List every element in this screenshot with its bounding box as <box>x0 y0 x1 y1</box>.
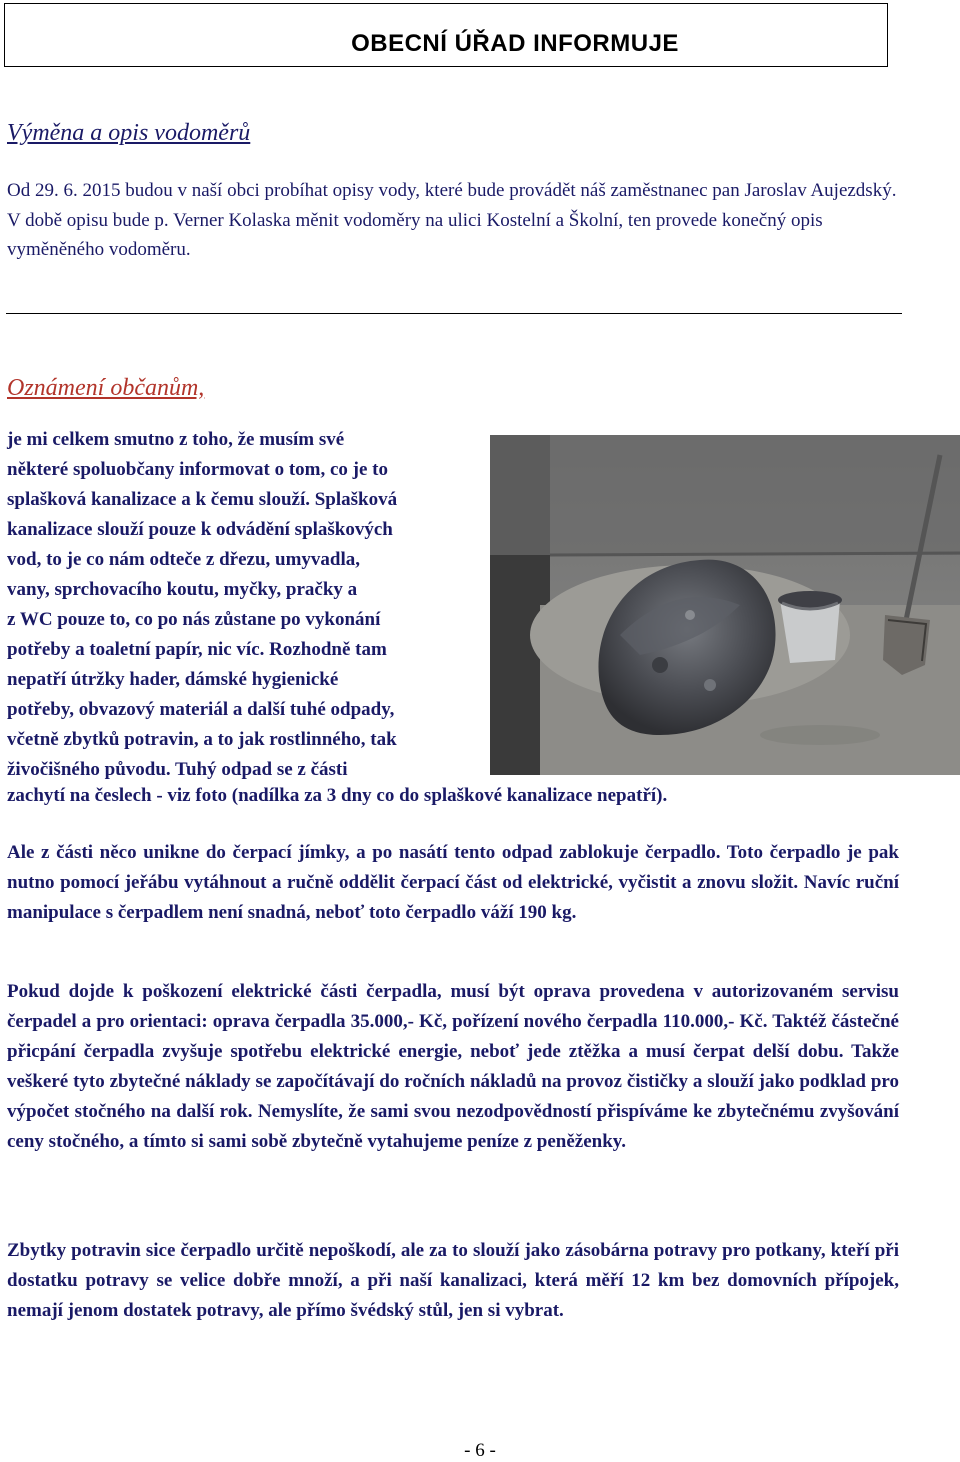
notice-paragraph-costs: Pokud dojde k poškození elektrické části čerpadla, musí být oprava provedena v autorizovaném servisu čerpadel a pro orientaci: oprava čerpadla 35.000,- Kč, pořízení nového čerpadla 110.000,- Kč. Taktéž částečné přicpání čerpadla zvyšuje spotřebu elektrické energie, neboť jede ztěžka a musí čerpat delší dobu. Takže veškeré tyto zbytečné náklady se započítávají do ročních nákladů na provoz čističky a slouží jako podklad pro výpočet stočného na další rok. Nemyslíte, že sami svou nezodpovědností přispíváme ke zbytečnému zvyšování ceny stočného, a tímto si sami sobě zbytečně vytahujeme peníze z peněženky. <box>7 981 899 1152</box>
text-line: vany, sprchovacího koutu, myčky, pračky a <box>7 579 358 600</box>
text-line: z WC pouze to, co po nás zůstane po vykonání <box>7 609 381 630</box>
page-header-title: OBECNÍ ÚŘAD INFORMUJE <box>351 30 679 57</box>
text-line: některé spoluobčany informovat o tom, co je to <box>7 459 389 480</box>
sewage-waste-photo <box>490 435 960 775</box>
text-line: kanalizace slouží pouze k odvádění splaškových <box>7 519 393 540</box>
text-line: nepatří útržky hader, dámské hygienické <box>7 669 339 690</box>
page-number: - 6 - <box>464 1440 496 1461</box>
notice-tail-line: zachytí na česlech - viz foto (nadílka za 3 dny co do splaškové kanalizace nepatří). <box>7 785 668 806</box>
text-line: vod, to je co nám odteče z dřezu, umyvadla, <box>7 549 361 570</box>
section-title-water-meters: Výměna a opis vodoměrů <box>7 120 251 146</box>
divider <box>6 313 902 314</box>
text-line: potřeby a toaletní papír, nic víc. Rozhodně tam <box>7 639 387 660</box>
notice-paragraph-rats: Zbytky potravin sice čerpadlo určitě nepoškodí, ale za to slouží jako zásobárna potravy pro potkany, kteří při dostatku potravy se velice dobře množí, a při naší kanalizaci, která měří 12 km bez domovních přípojek, nemají jenom dostatek potravy, ale přímo švédský stůl, jen si vybrat. <box>7 1240 899 1321</box>
section-body-water-meters: Od 29. 6. 2015 budou v naší obci probíhat opisy vody, které bude provádět náš zaměstnanec pan Jaroslav Aujezdský. V době opisu bude p. Verner Kolaska měnit vodoměry na ulici Kostelní a Školní, ten provede konečný opis vyměněného vodoměru. <box>7 180 897 260</box>
text-line: potřeby, obvazový materiál a další tuhé odpady, <box>7 699 395 720</box>
section-title-notice: Oznámení občanům, <box>7 375 205 401</box>
notice-paragraph-pump: Ale z části něco unikne do čerpací jímky, a po nasátí tento odpad zablokuje čerpadlo. Toto čerpadlo je pak nutno pomocí jeřábu vytáhnout a ručně oddělit čerpací část od elektrické, vyčistit a znovu složit. Navíc ruční manipulace s čerpadlem není snadná, neboť toto čerpadlo váží 190 kg. <box>7 842 899 923</box>
notice-wrapped-paragraph <box>7 425 473 785</box>
text-line: včetně zbytků potravin, a to jak rostlinného, tak <box>7 729 397 750</box>
text-line: živočišného původu. Tuhý odpad se z části <box>7 759 348 780</box>
text-line: splašková kanalizace a k čemu slouží. Splašková <box>7 489 398 510</box>
text-line: je mi celkem smutno z toho, že musím své <box>7 429 345 450</box>
